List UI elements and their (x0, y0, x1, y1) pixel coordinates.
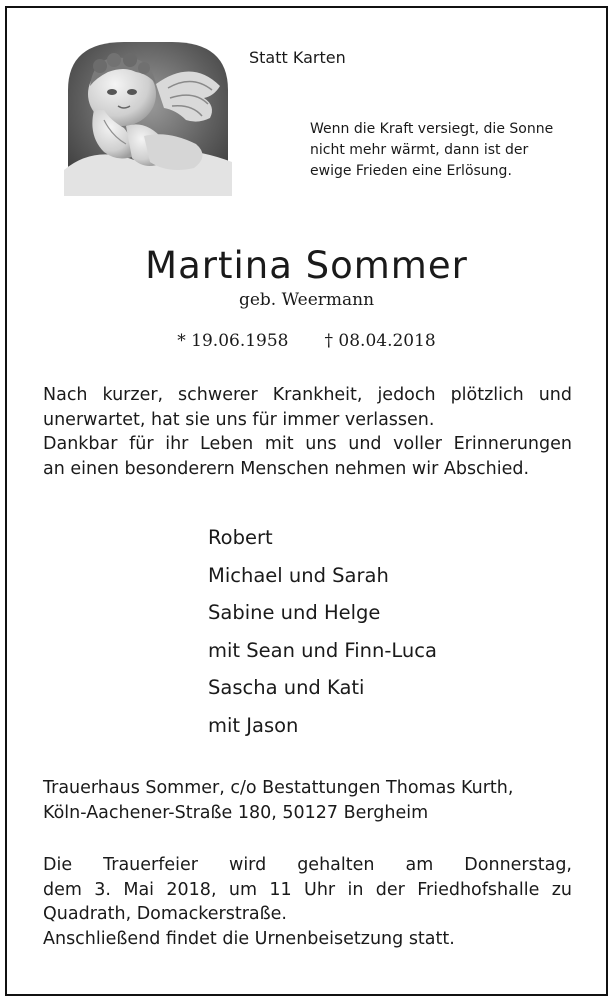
mourner-name: Robert (208, 526, 273, 549)
farewell-text (43, 383, 572, 481)
mourner-name: Michael und Sarah (208, 563, 389, 587)
address-line: Köln-Aachener-Straße 180, 50127 Bergheim (43, 802, 429, 823)
quote-line: ewige Frieden eine Erlösung. (310, 163, 512, 179)
funeral-service-info (43, 853, 572, 951)
quote-line: nicht mehr wärmt, dann ist der (310, 142, 529, 158)
service-line: Die Trauerfeier wird gehalten am Donnerstag, (43, 855, 572, 875)
service-line: Quadrath, Domackerstraße. (43, 904, 287, 924)
mourner-name: Sascha und Kati (208, 676, 365, 699)
service-line: dem 3. Mai 2018, um 11 Uhr in der Friedhofshalle zu (43, 879, 572, 900)
memorial-quote (310, 119, 592, 182)
farewell-line: Dankbar für ihr Leben mit uns und voller Erinnerungen (43, 434, 572, 454)
birth-date: * 19.06.1958 (177, 331, 289, 351)
birth-name: geb. Weermann (238, 290, 375, 310)
life-dates (0, 331, 613, 351)
service-line: Anschließend findet die Urnenbeisetzung statt. (43, 928, 455, 949)
deceased-name: Martina Sommer (145, 244, 468, 287)
quote-line: Wenn die Kraft versiegt, die Sonne (310, 121, 554, 137)
mourner-name: mit Sean und Finn-Luca (208, 638, 437, 662)
address-line: Trauerhaus Sommer, c/o Bestattungen Thomas Kurth, (43, 778, 514, 798)
farewell-line: unerwartet, hat sie uns für immer verlassen. (43, 409, 435, 430)
statt-karten-label: Statt Karten (249, 48, 346, 67)
mourner-name: mit Jason (208, 713, 299, 737)
death-date: † 08.04.2018 (324, 331, 436, 351)
mourners-list (208, 519, 437, 744)
cherub-angel-image (64, 40, 232, 196)
mourning-house-address (43, 776, 572, 825)
mourner-name: Sabine und Helge (208, 601, 381, 624)
farewell-line: Nach kurzer, schwerer Krankheit, jedoch plötzlich und (43, 385, 572, 405)
farewell-line: an einen besonderern Menschen nehmen wir Abschied. (43, 458, 530, 479)
